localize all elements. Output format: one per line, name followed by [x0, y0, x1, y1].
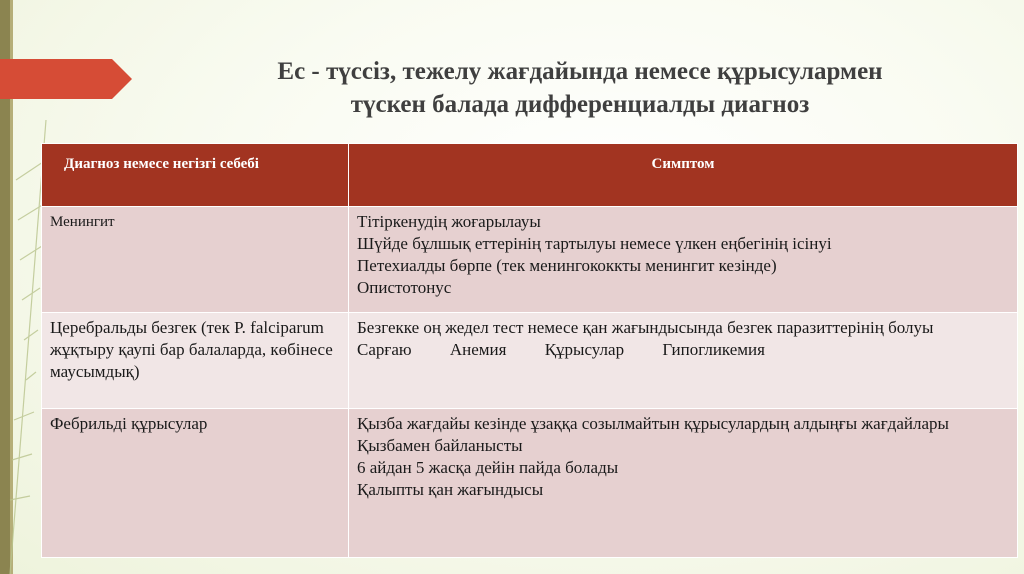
diagnosis-cell: Фебрильді құрысулар	[42, 409, 349, 558]
table-row	[42, 409, 1018, 558]
symptom-item: Анемия	[449, 340, 507, 359]
header-symptom: Симптом	[349, 144, 1018, 207]
title-arrow-decoration	[0, 59, 132, 99]
symptom-line: Шүйде бұлшық еттерінің тартылуы немесе үлкен еңбегінің ісінуі	[357, 234, 832, 253]
symptom-line: Тітіркенудің жоғарылауы	[357, 212, 541, 231]
symptom-line: Петехиалды бөрпе (тек менингококкты менингит кезінде)	[357, 256, 777, 275]
symptom-line: Опистотонус	[357, 278, 452, 297]
slide-title-line-1: Ес - түссіз, тежелу жағдайында немесе құрысулармен	[277, 58, 883, 85]
symptom-inline-list	[357, 339, 1009, 361]
symptom-cell	[349, 409, 1018, 558]
symptom-cell	[349, 207, 1018, 313]
table-header-row	[42, 144, 1018, 207]
symptom-line: Қызбамен байланысты	[357, 436, 523, 455]
table-row	[42, 313, 1018, 409]
symptom-cell	[349, 313, 1018, 409]
symptom-item: Гипогликемия	[662, 340, 765, 359]
symptom-line: 6 айдан 5 жасқа дейін пайда болады	[357, 458, 619, 477]
differential-diagnosis-table	[41, 143, 1018, 558]
diagnosis-cell: Менингит	[42, 207, 349, 313]
slide-title-line-2: түскен балада дифференциалды диагноз	[350, 91, 810, 118]
symptom-item: Сарғаю	[357, 340, 412, 359]
symptom-line: Безгекке оң жедел тест немесе қан жағындысында безгек паразиттерінің болуы	[357, 318, 934, 337]
slide-title	[150, 55, 1010, 121]
symptom-line: Қалыпты қан жағындысы	[357, 480, 544, 499]
header-diagnosis: Диагноз немесе негізгі себебі	[42, 144, 349, 207]
diagnosis-cell: Церебральды безгек (тек P. falciparum жұқтыру қаупі бар балаларда, көбінесе маусымдық)	[42, 313, 349, 409]
symptom-item: Құрысулар	[544, 340, 625, 359]
table-row	[42, 207, 1018, 313]
symptom-line: Қызба жағдайы кезінде ұзаққа созылмайтын құрысулардың алдыңғы жағдайлары	[357, 414, 949, 433]
